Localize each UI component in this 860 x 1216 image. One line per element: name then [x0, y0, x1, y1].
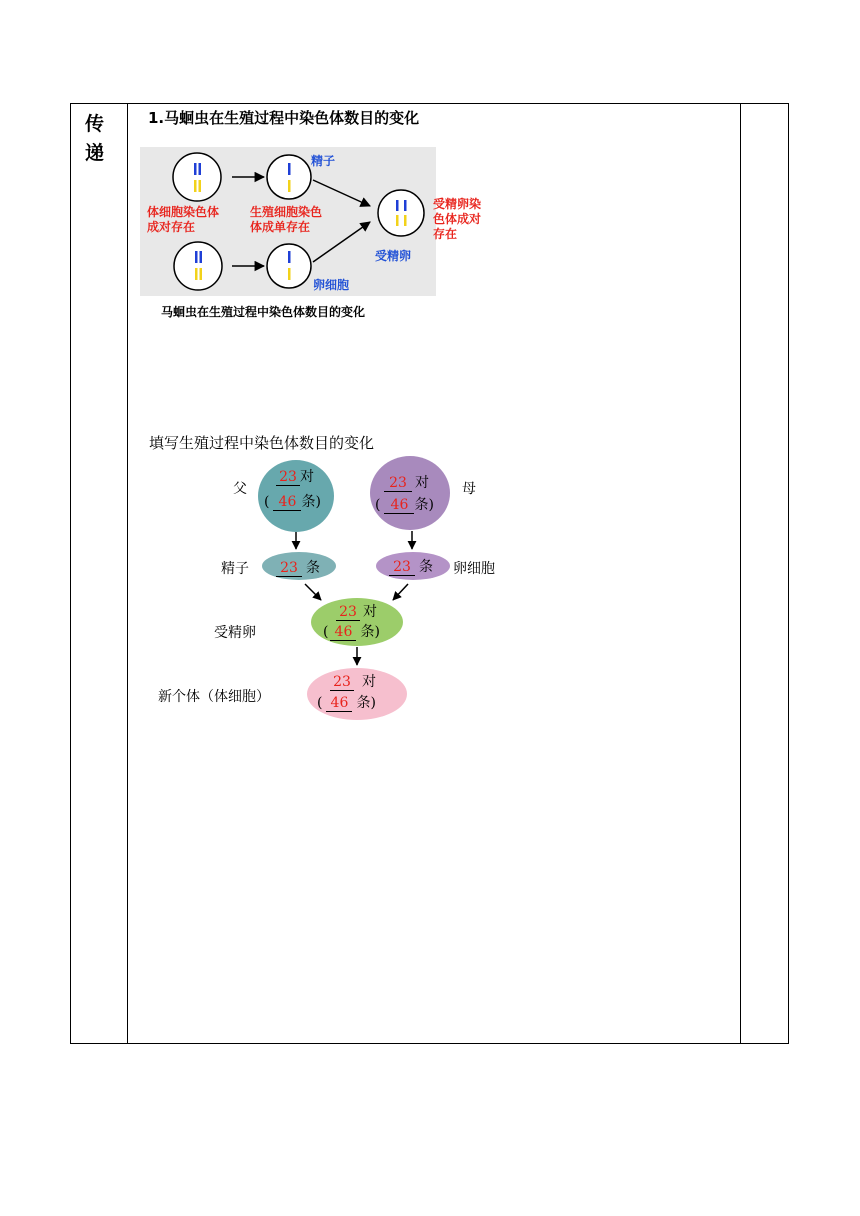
egg-count-unit: 条	[419, 559, 433, 575]
zygote-count-line	[323, 621, 380, 641]
sperm-count-unit: 条	[306, 560, 320, 576]
offspring-count-value: 46	[326, 695, 352, 712]
egg-count-line	[389, 556, 433, 576]
label-zygote-line2: 色体成对	[433, 212, 482, 226]
egg-label: 卵细胞	[453, 561, 495, 577]
label-germ-cell-line1: 生殖细胞染色	[250, 205, 323, 219]
label-body-cell-line2: 成对存在	[147, 220, 196, 234]
zygote-label: 受精卵	[214, 625, 256, 641]
mother-paren-open: (	[375, 497, 381, 513]
label-egg: 卵细胞	[313, 278, 350, 292]
figure-caption: 马蛔虫在生殖过程中染色体数目的变化	[161, 305, 366, 319]
offspring-pairs-value: 23	[330, 674, 354, 691]
label-fertilized-egg: 受精卵	[375, 249, 412, 263]
mother-pairs-unit: 对	[415, 475, 429, 491]
label-sperm: 精子	[311, 154, 336, 168]
sperm-count-value: 23	[276, 560, 302, 577]
egg-count-value: 23	[389, 559, 415, 576]
offspring-label: 新个体（体细胞）	[158, 689, 270, 705]
sperm-count-line	[276, 557, 320, 577]
mother-paren-close: )	[428, 497, 434, 513]
mother-pairs-line	[384, 472, 429, 492]
father-pairs-unit: 对	[300, 469, 314, 485]
zygote-count-value: 46	[330, 624, 356, 641]
offspring-paren-close: )	[370, 695, 376, 711]
offspring-count-line	[317, 692, 376, 712]
mother-count-value: 46	[384, 497, 414, 514]
label-body-cell-line1: 体细胞染色体	[147, 205, 220, 219]
offspring-count-unit: 条	[356, 695, 371, 711]
father-pairs-line	[276, 466, 314, 486]
father-pairs-value: 23	[276, 469, 300, 486]
label-zygote-line3: 存在	[433, 227, 458, 241]
offspring-pairs-line	[330, 671, 376, 691]
label-germ-cell-line2: 体成单存在	[250, 220, 311, 234]
mother-count-unit: 条	[414, 497, 429, 513]
zygote-paren-open: (	[323, 624, 329, 640]
father-count-value: 46	[273, 494, 301, 511]
mother-pairs-value: 23	[384, 475, 412, 492]
side-label-char-2: 递	[85, 142, 105, 164]
side-label-char-1: 传	[85, 113, 105, 135]
zygote-paren-close: )	[374, 624, 380, 640]
father-count-unit: 条	[301, 494, 316, 510]
zygote-pairs-line	[336, 601, 377, 621]
arrow-sperm-zygote	[305, 584, 321, 600]
offspring-paren-open: (	[317, 695, 323, 711]
zygote-count-unit: 条	[360, 624, 375, 640]
father-label: 父	[233, 481, 247, 497]
fill-in-title: 填写生殖过程中染色体数目的变化	[149, 434, 375, 452]
father-count-line	[264, 491, 321, 511]
label-zygote-line1: 受精卵染	[433, 197, 482, 211]
section-title: 1.马蛔虫在生殖过程中染色体数目的变化	[148, 109, 420, 127]
arrow-egg-zygote	[393, 584, 408, 600]
mother-label: 母	[462, 481, 476, 497]
zygote-pairs-unit: 对	[363, 604, 377, 620]
offspring-pairs-unit: 对	[362, 674, 376, 690]
father-paren-open: (	[264, 494, 270, 510]
father-paren-close: )	[315, 494, 321, 510]
mother-count-line	[375, 494, 434, 514]
mother-ellipse	[370, 456, 450, 530]
sperm-label: 精子	[221, 561, 249, 577]
zygote-pairs-value: 23	[336, 604, 360, 621]
